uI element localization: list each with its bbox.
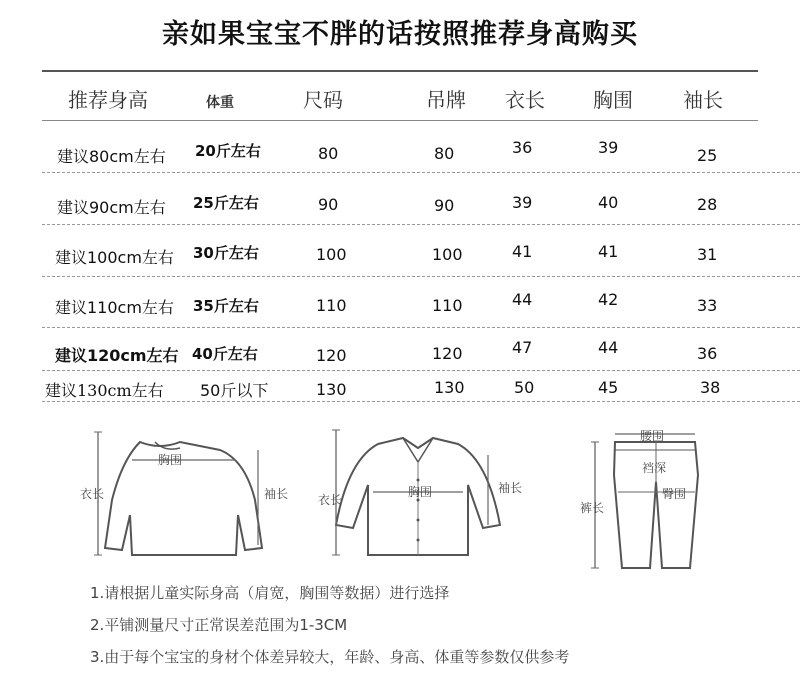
header-weight: 体重 bbox=[206, 95, 234, 111]
shirt-chest-label: 胸围 bbox=[408, 485, 433, 499]
page-title: 亲如果宝宝不胖的话按照推荐身高购买 bbox=[162, 19, 638, 50]
row-weight: 20斤左右 bbox=[195, 142, 261, 160]
pants-measure-diagram bbox=[580, 420, 720, 570]
sweater-measure-diagram bbox=[80, 420, 290, 565]
note-2: 2.平铺测量尺寸正常误差范围为1-3CM bbox=[90, 616, 348, 634]
row-tag: 130 bbox=[434, 378, 465, 397]
row-divider bbox=[42, 327, 800, 328]
row-size: 80 bbox=[318, 144, 339, 163]
row-tag: 120 bbox=[432, 344, 463, 363]
row-weight: 25斤左右 bbox=[193, 194, 259, 212]
header-chest: 胸围 bbox=[593, 88, 633, 112]
row-sleeve: 33 bbox=[697, 296, 718, 315]
table-header-rule bbox=[42, 120, 758, 121]
row-tag: 90 bbox=[434, 196, 455, 215]
row-height: 建议130cm左右 bbox=[45, 381, 164, 400]
row-chest: 44 bbox=[598, 338, 619, 357]
pants-hip-label: 臀围 bbox=[662, 487, 687, 501]
row-sleeve: 31 bbox=[697, 245, 718, 264]
row-chest: 45 bbox=[598, 378, 619, 397]
sweater-chest-label: 胸围 bbox=[158, 453, 183, 467]
row-sleeve: 36 bbox=[697, 344, 718, 363]
shirt-sleeve-label: 袖长 bbox=[498, 481, 523, 495]
row-divider bbox=[42, 276, 800, 277]
shirt-length-label: 衣长 bbox=[318, 493, 343, 507]
sweater-outline bbox=[105, 442, 262, 555]
sweater-sleeve-label: 袖长 bbox=[264, 487, 289, 501]
row-length: 50 bbox=[514, 378, 535, 397]
row-chest: 41 bbox=[598, 242, 619, 261]
row-height: 建议100cm左右 bbox=[55, 248, 174, 267]
row-weight: 40斤左右 bbox=[192, 345, 258, 363]
table-bottom-rule bbox=[42, 401, 800, 402]
row-weight: 30斤左右 bbox=[193, 244, 259, 262]
row-length: 36 bbox=[512, 138, 533, 157]
table-top-rule bbox=[42, 70, 758, 72]
row-tag: 80 bbox=[434, 144, 455, 163]
row-sleeve: 38 bbox=[700, 378, 721, 397]
header-height: 推荐身高 bbox=[68, 88, 148, 112]
row-weight: 50斤以下 bbox=[200, 381, 269, 400]
row-size: 120 bbox=[316, 346, 347, 365]
header-tag: 吊牌 bbox=[426, 88, 466, 112]
row-length: 47 bbox=[512, 338, 533, 357]
row-divider bbox=[42, 370, 800, 371]
shirt-measure-diagram bbox=[318, 420, 538, 565]
row-size: 110 bbox=[316, 296, 347, 315]
header-length: 衣长 bbox=[505, 88, 545, 112]
sweater-length-label: 衣长 bbox=[80, 487, 105, 501]
row-size: 100 bbox=[316, 245, 347, 264]
row-weight: 35斤左右 bbox=[193, 297, 259, 315]
note-3: 3.由于每个宝宝的身材个体差异较大，年龄、身高、体重等参数仅供参考 bbox=[90, 648, 570, 666]
row-length: 39 bbox=[512, 193, 533, 212]
row-chest: 40 bbox=[598, 193, 619, 212]
row-sleeve: 28 bbox=[697, 195, 718, 214]
row-divider bbox=[42, 224, 800, 225]
pants-rise-label: 裆深 bbox=[642, 461, 667, 475]
row-length: 44 bbox=[512, 290, 533, 309]
pants-waist-label: 腰围 bbox=[640, 429, 665, 443]
note-1: 1.请根据儿童实际身高（肩宽，胸围等数据）进行选择 bbox=[90, 584, 450, 602]
row-tag: 110 bbox=[432, 296, 463, 315]
row-chest: 39 bbox=[598, 138, 619, 157]
row-length: 41 bbox=[512, 242, 533, 261]
header-sleeve: 袖长 bbox=[683, 88, 723, 112]
row-size: 130 bbox=[316, 380, 347, 399]
header-size: 尺码 bbox=[303, 88, 343, 112]
row-chest: 42 bbox=[598, 290, 619, 309]
pants-length-label: 裤长 bbox=[580, 501, 605, 515]
row-height: 建议110cm左右 bbox=[55, 298, 174, 317]
row-size: 90 bbox=[318, 195, 339, 214]
row-divider bbox=[42, 172, 800, 173]
row-height: 建议80cm左右 bbox=[57, 147, 166, 166]
row-height: 建议120cm左右 bbox=[55, 346, 179, 365]
row-sleeve: 25 bbox=[697, 146, 718, 165]
row-tag: 100 bbox=[432, 245, 463, 264]
row-height: 建议90cm左右 bbox=[57, 198, 166, 217]
